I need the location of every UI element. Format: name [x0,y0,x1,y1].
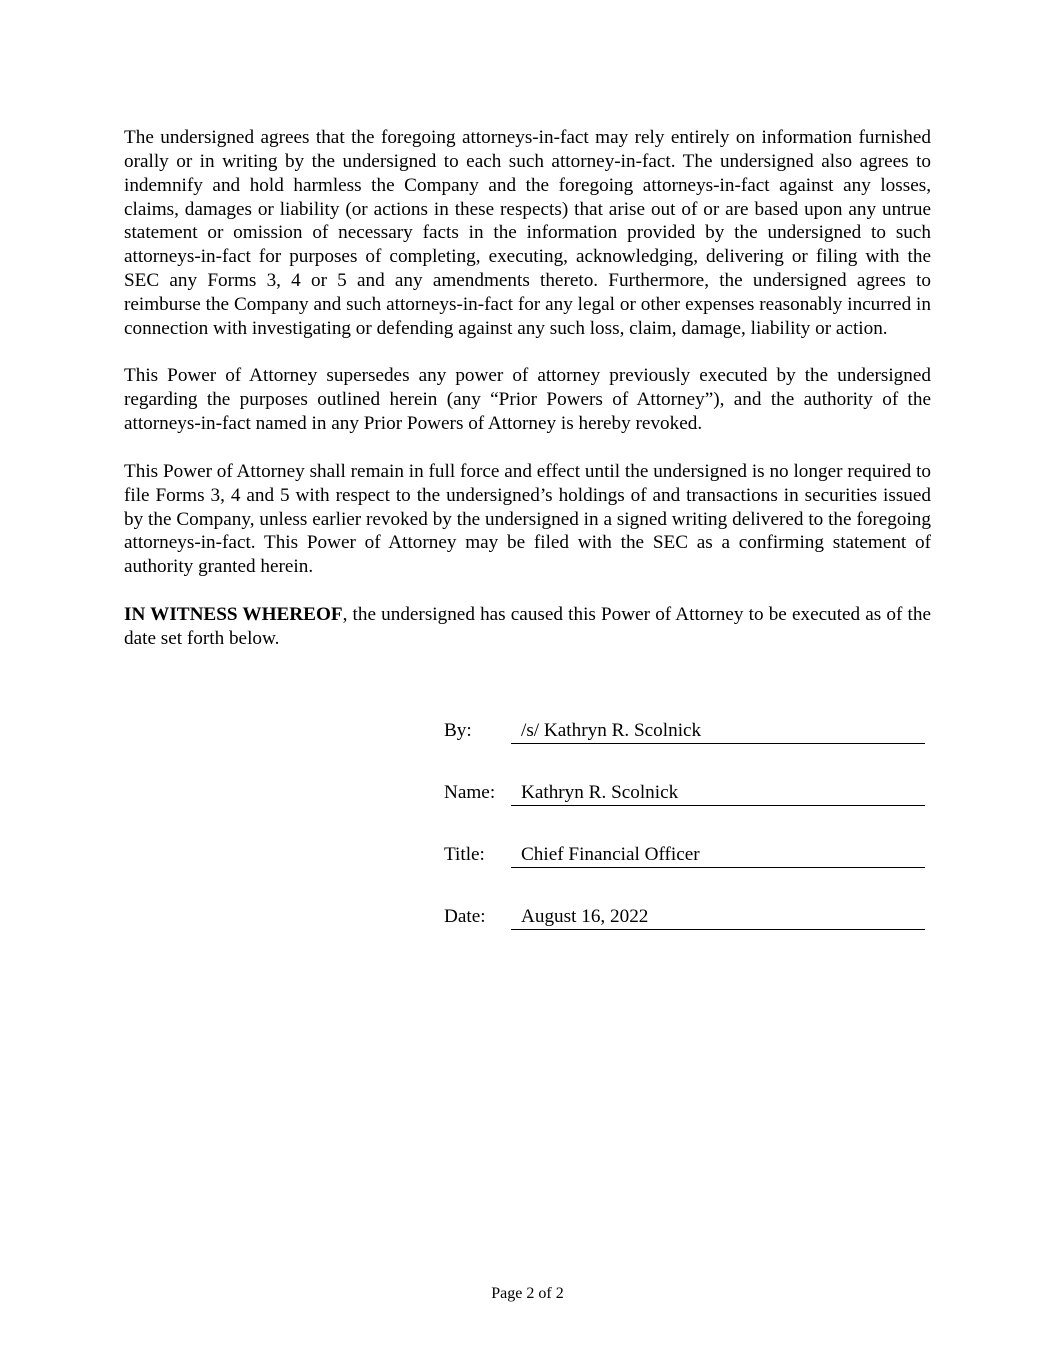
name-label: Name: [444,782,496,803]
page-number: Page 2 of 2 [491,1285,564,1302]
signature-row-title [444,842,925,904]
name-line [511,780,925,806]
signature-block [444,718,925,966]
date-line [511,904,925,930]
witness-lead: IN WITNESS WHEREOF [124,603,343,625]
signature-row-name [444,780,925,842]
date-label: Date: [444,906,486,927]
supersedes-paragraph: This Power of Attorney supersedes any power of attorney previously executed by the undersigned regarding the purposes outlined herein (any “Prior Powers of Attorney”), and the authority of the attorneys-in-fact named in any Prior Powers of Attorney is hereby revoked. [124,365,931,435]
duration-paragraph: This Power of Attorney shall remain in full force and effect until the undersigned is no longer required to file Forms 3, 4 and 5 with respect to the undersigned’s holdings of and transactions in securities issued by the Company, unless earlier revoked by the undersigned in a signed writing delivered to the foregoing attorneys-in-fact. This Power of Attorney may be filed with the SEC as a confirming statement of authority granted herein. [124,460,931,578]
witness-text: , the undersigned has caused this Power of Attorney to be executed as of the date set forth below. [124,603,931,649]
signature-row-by [444,718,925,780]
indemnification-paragraph: The undersigned agrees that the foregoing attorneys-in-fact may rely entirely on information furnished orally or in writing by the undersigned to each such attorney-in-fact. The undersigned also agrees to indemnify and hold harmless the Company and the foregoing attorneys-in-fact against any losses, claims, damages or liability (or actions in these respects) that arise out of or are based upon any untrue statement or omission of necessary facts in the information provided by the undersigned to such attorneys-in-fact for purposes of completing, executing, acknowledging, delivering or filing with the SEC any Forms 3, 4 or 5 and any amendments thereto. Furthermore, the undersigned agrees to reimburse the Company and such attorneys-in-fact for any legal or other expenses reasonably incurred in connection with investigating or defending against any such loss, claim, damage, liability or action. [124,127,931,339]
name-value: Kathryn R. Scolnick [521,782,679,803]
document-body [124,126,931,651]
by-label: By: [444,720,472,741]
title-value: Chief Financial Officer [521,844,700,865]
signature-row-date [444,904,925,966]
title-line [511,842,925,868]
title-label: Title: [444,844,485,865]
date-value: August 16, 2022 [521,906,649,927]
by-value: /s/ Kathryn R. Scolnick [521,720,702,741]
witness-paragraph [124,603,931,651]
by-line [511,718,925,744]
